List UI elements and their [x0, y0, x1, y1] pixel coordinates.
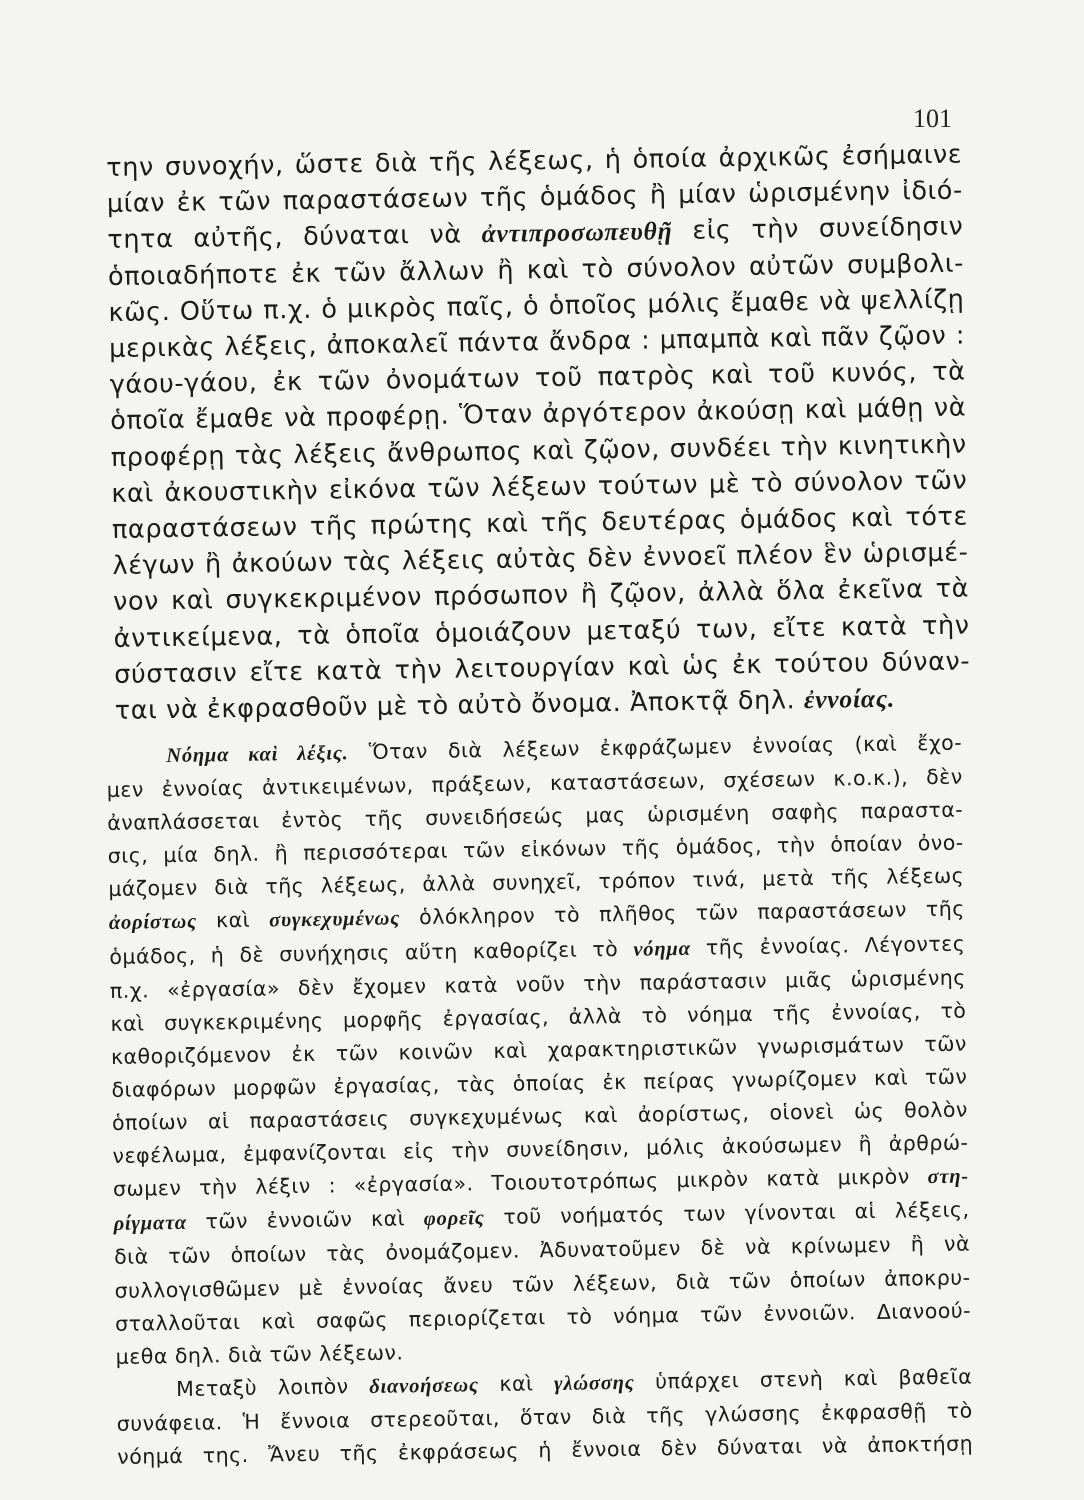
text-line: ται νὰ ἐκφρασθοῦν μὲ τὸ αὐτὸ ὄνομα. Ἀποκτᾷ δηλ. ἐννοίας. [114, 683, 896, 726]
text-line: ἀναπλάσσεται ἐντὸς τῆς συνειδήσεώς μας ὡρισμένη σαφὴς παραστα- [107, 797, 964, 836]
text-line: μεθα δηλ. διὰ τῶν λέξεων. [115, 1340, 404, 1369]
text-line: διαφόρων μορφῶν ἐργασίας, τὰς ὁποίας ἐκ πείρας γνωρίζομεν καὶ τῶν [111, 1064, 968, 1102]
text-line: την συνοχήν, ὥστε διὰ τῆς λέξεως, ἡ ὁποία ἀρχικῶς ἐσήμαινε [106, 139, 963, 183]
text-line: Μεταξὺ λοιπὸν διανοήσεως καὶ γλώσσης ὑπάρχει στενὴ καὶ βαθεῖα [176, 1364, 973, 1401]
page-number: 101 [913, 104, 952, 133]
text-line: σύστασιν εἴτε κατὰ τὴν λειτουργίαν καὶ ὡς ἐκ τούτου δύναν- [114, 646, 971, 690]
text-line: προφέρῃ τὰς λέξεις ἄνθρωπος καὶ ζῷον, συνδέει τὴν κινητικὴν [110, 429, 967, 473]
emphasis-term: συγκεχυμένως [269, 907, 401, 932]
text-line: μερικὰς λέξεις, ἀποκαλεῖ πάντα ἄνδρα : μπαμπὰ καὶ πᾶν ζῷον : [108, 320, 966, 364]
text-line: διὰ τῶν ὁποίων τὰς ὀνομάζομεν. Ἀδυνατοῦμεν δὲ νὰ κρίνωμεν ἢ νὰ [113, 1231, 971, 1270]
text-line: ρίγματα τῶν ἐννοιῶν καὶ φορεῖς τοῦ νοήματός των γίνονται αἱ λέξεις, [113, 1197, 970, 1236]
emphasis-term: ρίγματα [113, 1212, 188, 1236]
text-line: ὁποίων αἱ παραστάσεις συγκεχυμένως καὶ ἀορίστως, οἱονεὶ ὡς θολὸν [111, 1097, 969, 1135]
text-line: ὁποῖα ἔμαθε νὰ προφέρῃ. Ὅταν ἀργότερον ἀκούσῃ καὶ μάθῃ νὰ [110, 392, 967, 437]
emphasis-term: ἐννοίας. [803, 683, 896, 715]
text-line: ἀορίστως καὶ συγκεχυμένως ὁλόκληρον τὸ πλῆθος τῶν παραστάσεων τῆς [108, 897, 965, 935]
text-line: κῶς. Οὕτω π.χ. ὁ μικρὸς παῖς, ὁ ὁποῖος μόλις ἔμαθε νὰ ψελλίζῃ [108, 284, 965, 328]
section-heading: Νόημα καὶ λέξις. [166, 742, 349, 768]
text-line: π.χ. «ἐργασία» δὲν ἔχομεν κατὰ νοῦν τὴν παράστασιν μιᾶς ὡρισμένης [109, 965, 967, 1003]
text-line: καθοριζόμενον ἐκ τῶν κοινῶν καὶ χαρακτηριστικῶν γνωρισμάτων τῶν [110, 1031, 968, 1069]
text-line: μεν ἐννοίας ἀντικειμένων, πράξεων, καταστάσεων, σχέσεων κ.ο.κ.), δὲν [106, 764, 963, 803]
text-line: νόημά της. Ἄνευ τῆς ἐκφράσεως ἡ ἔννοια δὲν δύναται νὰ ἀποκτήσῃ [117, 1431, 974, 1469]
text-line: ὁμάδος, ἡ δὲ συνήχησις αὕτη καθορίζει τὸ νόημα τῆς ἐννοίας. Λέγοντες [109, 931, 966, 969]
text-line: νον καὶ συγκεκριμένον πρόσωπον ἢ ζῷον, ἀλλὰ ὅλα ἐκεῖνα τὰ [112, 573, 970, 618]
paragraph-symbolic-meaning [106, 137, 971, 730]
text-line: συνάφεια. Ἡ ἔννοια στερεοῦται, ὅταν διὰ τῆς γλώσσης ἐκφρασθῇ τὸ [116, 1398, 973, 1436]
text-line: καὶ ἀκουστικὴν εἰκόνα τῶν λέξεων τούτων μὲ τὸ σύνολον τῶν [111, 465, 968, 509]
emphasis-term: ἀντιπροσωπευθῇ [481, 216, 673, 249]
text-line: σις, μία δηλ. ἢ περισσότεραι τῶν εἰκόνων τῆς ὁμάδος, τὴν ὁποίαν ὀνο- [107, 830, 964, 869]
text-line: Νόημα καὶ λέξις. Ὅταν διὰ λέξεων ἐκφράζωμεν ἐννοίας (καὶ ἔχο- [166, 730, 963, 768]
text-line: συλλογισθῶμεν μὲ ἐννοίας ἄνευ τῶν λέξεων, διὰ τῶν ὁποίων ἀποκρυ- [114, 1264, 971, 1303]
emphasis-term: ἀορίστως [108, 911, 198, 935]
text-line: σωμεν τὴν λέξιν : «ἐργασία». Τοιουτοτρόπως μικρὸν κατὰ μικρὸν στη- [112, 1164, 970, 1202]
emphasis-term: νόημα [633, 937, 691, 961]
text-line: ἀντικείμενα, τὰ ὁποῖα ὁμοιάζουν μεταξύ των, εἴτε κατὰ τὴν [113, 610, 970, 654]
text-line: γάου-γάου, ἐκ τῶν ὀνομάτων τοῦ πατρὸς καὶ τοῦ κυνός, τὰ [109, 356, 966, 401]
text-line: σταλλοῦται καὶ σαφῶς περιορίζεται τὸ νόημα τῶν ἐννοιῶν. Διανοού- [114, 1298, 972, 1336]
emphasis-term: στη- [927, 1165, 970, 1189]
emphasis-term: φορεῖς [423, 1207, 485, 1231]
text-line: τητα αὐτῆς, δύναται νὰ ἀντιπροσωπευθῇ εἰς τὴν συνείδησιν [107, 211, 964, 256]
text-line: λέγων ἢ ἀκούων τὰς λέξεις αὐτὰς δὲν ἐννοεῖ πλέον ἓν ὡρισμέ- [112, 537, 969, 582]
text-line: παραστάσεων τῆς πρώτης καὶ τῆς δευτέρας ὁμάδος καὶ τότε [111, 501, 969, 545]
text-line: ὁποιαδήποτε ἐκ τῶν ἄλλων ἢ καὶ τὸ σύνολον αὐτῶν συμβολι- [107, 248, 965, 292]
emphasis-term: διανοήσεως [369, 1374, 479, 1398]
text-line: νεφέλωμα, ἐμφανίζονται εἰς τὴν συνείδησιν, μόλις ἀκούσωμεν ἢ ἀρθρώ- [112, 1130, 969, 1169]
paragraph-meaning-and-word [106, 727, 973, 1474]
emphasis-term: γλώσσης [553, 1371, 635, 1395]
text-line: μάζομεν διὰ τῆς λέξεως, ἀλλὰ συνηχεῖ, τρόπον τινά, μετὰ τῆς λέξεως [108, 863, 965, 902]
text-line: μίαν ἐκ τῶν παραστάσεων τῆς ὁμάδος ἢ μίαν ὡρισμένην ἰδιό- [106, 175, 963, 220]
text-line: καὶ συγκεκριμένης μορφῆς ἐργασίας, ἀλλὰ τὸ νόημα τῆς ἐννοίας, τὸ [110, 998, 967, 1036]
